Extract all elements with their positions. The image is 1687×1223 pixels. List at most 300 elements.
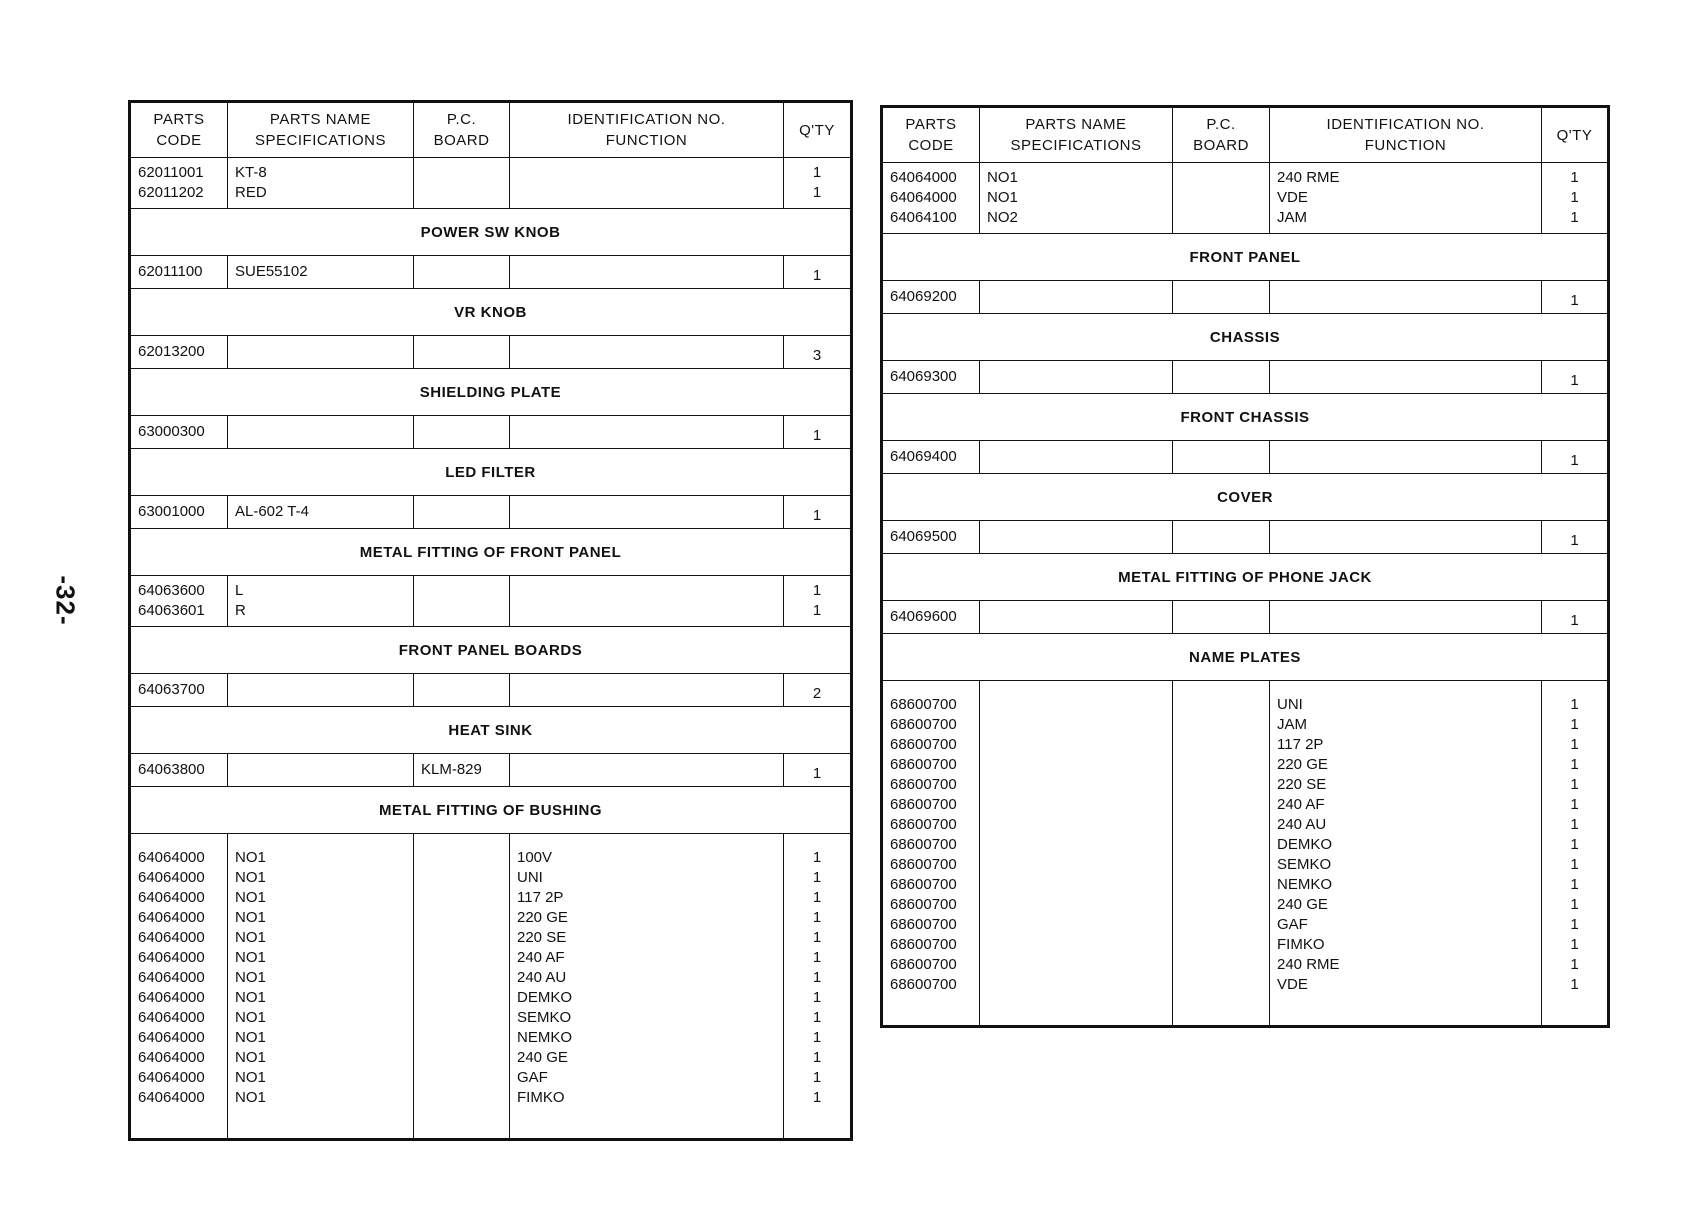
parts-code [130,576,228,627]
qty-value: 1 [1570,836,1579,853]
pc-board-lines [1173,373,1269,381]
pc-board-lines [1173,681,1269,725]
qty-value: 1 [812,949,822,966]
parts-code-lines [883,363,979,391]
function-lines [510,348,783,356]
qty-lines [1542,445,1607,473]
parts-code-value: 62011100 [138,263,203,280]
function-value: NEMKO [517,1029,573,1046]
parts-code-value: 64064000 [138,869,205,886]
pc-board [1173,601,1270,634]
parts-name [228,754,414,787]
qty-value: 1 [1570,716,1579,733]
qty-lines [784,340,850,368]
parts-name [228,256,414,289]
qty-value: 1 [1570,292,1579,309]
parts-code [130,336,228,369]
parts-code-value: 68600700 [890,796,957,813]
function-value: 240 GE [1277,896,1328,913]
parts-name [228,496,414,529]
function-value: 220 SE [517,929,567,946]
qty-value: 1 [812,869,822,886]
parts-name [980,281,1173,314]
parts-code-value: 63001000 [138,503,205,520]
qty [784,576,852,627]
parts-code-value: 68600700 [890,896,957,913]
section-heading-row [130,627,852,674]
qty-value: 1 [1570,876,1579,893]
parts-code-value: 68600700 [890,936,957,953]
qty [784,754,852,787]
function-value: VDE [1277,189,1308,206]
parts-code-value: 62011202 [138,184,204,201]
header-line: P.C. [446,111,477,128]
function-value: 100V [517,849,553,866]
header-parts-code-label [883,114,979,156]
qty [784,496,852,529]
function-lines [510,178,783,188]
parts-code-lines [131,418,227,446]
qty-value: 1 [812,849,822,866]
pc-board-lines [414,268,509,276]
header-parts-name-label [980,114,1172,156]
parts-code-value: 64064100 [890,209,957,226]
qty-lines [1542,605,1607,633]
parts-code-lines [883,603,979,631]
parts-name [980,163,1173,234]
pc-board [414,834,510,1140]
parts-code-value: 64069400 [890,448,957,465]
table-row [882,163,1609,234]
parts-name [228,158,414,209]
parts-table-left [128,100,853,1141]
function-value: FIMKO [1277,936,1325,953]
header-line: SPECIFICATIONS [255,132,386,149]
section-heading-row [130,209,852,256]
parts-code-value: 64063700 [138,681,205,698]
header-parts-name [228,102,414,158]
section-heading-row [130,707,852,754]
qty-lines [784,834,850,1138]
qty-value: 1 [812,164,822,181]
parts-code-value: 63000300 [138,423,205,440]
parts-name [980,441,1173,474]
section-heading-row [130,369,852,416]
qty-lines [1542,285,1607,313]
function-value: VDE [1277,976,1308,993]
table-row [882,281,1609,314]
qty [784,158,852,209]
qty [1542,361,1609,394]
header-line: PARTS [153,111,205,128]
parts-code [130,496,228,529]
parts-name-lines [980,533,1172,541]
section-heading: VR KNOB [130,289,852,336]
parts-name-value: NO1 [987,189,1018,206]
qty-lines [784,260,850,288]
parts-code-value: 68600700 [890,916,957,933]
function-lines [1270,681,1541,1025]
table-row [130,754,852,787]
qty-lines [784,500,850,528]
pc-board-lines [414,348,509,356]
parts-name-lines [228,576,413,626]
function [510,576,784,627]
pc-board [414,336,510,369]
parts-code-value: 68600700 [890,816,957,833]
parts-code-value: 64064000 [138,1009,205,1026]
function [1270,521,1542,554]
table-row [882,601,1609,634]
parts-code-lines [131,158,227,208]
parts-name [980,361,1173,394]
section-heading-row [882,474,1609,521]
qty-lines [784,576,850,626]
qty [784,674,852,707]
table-row [882,521,1609,554]
parts-name-lines [228,158,413,208]
parts-name-value: NO1 [235,1089,266,1106]
qty-value: 1 [1570,736,1579,753]
qty [1542,441,1609,474]
section-heading: NAME PLATES [882,634,1609,681]
section-heading: CHASSIS [882,314,1609,361]
parts-code-value: 68600700 [890,776,957,793]
function-value: DEMKO [517,989,573,1006]
parts-name-value: AL-602 T-4 [235,503,309,520]
function [510,336,784,369]
qty-value: 1 [1570,856,1579,873]
qty [1542,681,1609,1027]
header-parts-name [980,107,1173,163]
section-heading-row [882,634,1609,681]
pc-board-lines [414,596,509,606]
qty-value: 1 [812,427,822,444]
pc-board-lines [1173,453,1269,461]
function [510,416,784,449]
parts-code-value: 68600700 [890,696,957,713]
parts-code-lines [883,443,979,471]
parts-name-lines [980,453,1172,461]
function-lines [1270,293,1541,301]
parts-name-value: NO1 [987,169,1018,186]
parts-code-lines [131,258,227,286]
parts-name-lines [980,373,1172,381]
qty [1542,281,1609,314]
parts-name [228,674,414,707]
function-value: 240 GE [517,1049,568,1066]
parts-name-lines [980,613,1172,621]
qty-value: 1 [812,582,822,599]
parts-code-value: 64063800 [138,761,205,778]
parts-code [882,281,980,314]
header-pc-board [414,102,510,158]
parts-name [228,416,414,449]
header-identification-label [510,109,783,151]
function [1270,681,1542,1027]
pc-board [414,674,510,707]
qty-lines [784,678,850,706]
parts-name-value: NO1 [235,869,266,886]
function-value: 220 GE [1277,756,1328,773]
section-heading: SHIELDING PLATE [130,369,852,416]
parts-code-lines [131,834,227,1138]
section-heading-row [130,449,852,496]
function [1270,601,1542,634]
parts-code-value: 64064000 [138,989,205,1006]
section-heading-row [882,234,1609,281]
parts-name-value: NO1 [235,1029,266,1046]
function-value: JAM [1277,716,1307,733]
parts-name-value: RED [235,184,267,201]
function-lines [510,766,783,774]
function-lines [1270,373,1541,381]
header-line: PARTS NAME [269,111,372,128]
parts-code [882,521,980,554]
parts-name-value: NO2 [987,209,1018,226]
parts-code-value: 62013200 [138,343,205,360]
qty [784,416,852,449]
qty-value: 1 [1570,372,1579,389]
header-line: CODE [908,137,954,154]
parts-name-value: NO1 [235,1069,266,1086]
header-qty [784,102,852,158]
parts-code-lines [131,498,227,526]
function-value: FIMKO [517,1089,565,1106]
header-identification-label [1270,114,1541,156]
parts-code-value: 68600700 [890,756,957,773]
qty [1542,163,1609,234]
qty-value: 1 [1570,976,1579,993]
parts-code-value: 64069300 [890,368,957,385]
parts-name-value: NO1 [235,909,266,926]
parts-code-value: 68600700 [890,836,957,853]
parts-code-value: 68600700 [890,956,957,973]
qty-value: 1 [1570,936,1579,953]
section-heading: METAL FITTING OF FRONT PANEL [130,529,852,576]
parts-code-value: 64069500 [890,528,957,545]
table-row [130,256,852,289]
qty-value: 1 [1570,189,1579,206]
parts-code-lines [131,576,227,626]
parts-name-value: NO1 [235,949,266,966]
header-parts-code-label [131,109,227,151]
function-value: 117 2P [1277,736,1324,753]
header-parts-code [130,102,228,158]
parts-code-lines [883,163,979,233]
qty-value: 1 [1570,452,1579,469]
qty-value: 1 [1570,776,1579,793]
section-heading: FRONT PANEL BOARDS [130,627,852,674]
qty-value: 1 [812,889,822,906]
parts-code-value: 68600700 [890,856,957,873]
section-heading: POWER SW KNOB [130,209,852,256]
parts-name-lines [980,293,1172,301]
function-value: 240 AF [517,949,565,966]
pc-board [1173,163,1270,234]
header-identification [510,102,784,158]
parts-code [882,361,980,394]
pc-board [1173,361,1270,394]
parts-code [130,754,228,787]
qty-value: 1 [1570,612,1579,629]
pc-board [1173,521,1270,554]
section-heading: LED FILTER [130,449,852,496]
parts-code-value: 64064000 [138,1069,205,1086]
function-lines [1270,453,1541,461]
parts-code [130,158,228,209]
function [1270,361,1542,394]
qty-value: 1 [812,929,822,946]
table-row [130,416,852,449]
function [510,754,784,787]
section-heading: COVER [882,474,1609,521]
function-lines [1270,163,1541,233]
parts-name-value: NO1 [235,1009,266,1026]
table-row [130,674,852,707]
parts-code-value: 68600700 [890,876,957,893]
parts-code [882,601,980,634]
pc-board-lines [414,178,509,188]
parts-name-lines [228,258,413,286]
table-row [130,336,852,369]
qty-value: 1 [1570,956,1579,973]
qty-lines [784,420,850,448]
qty-value: 1 [1570,796,1579,813]
parts-name-value: NO1 [235,849,266,866]
function-value: DEMKO [1277,836,1333,853]
parts-code-value: 64064000 [890,169,957,186]
function [510,158,784,209]
parts-code [130,416,228,449]
parts-name-lines [228,766,413,774]
qty-value: 1 [812,1049,822,1066]
pc-board-lines [414,834,509,878]
function-value: JAM [1277,209,1307,226]
qty-value: 1 [812,1009,822,1026]
parts-name-lines [980,681,1172,725]
parts-name [980,681,1173,1027]
section-heading: FRONT CHASSIS [882,394,1609,441]
qty-lines [784,758,850,786]
parts-name [228,576,414,627]
parts-name [228,834,414,1140]
function-lines [510,508,783,516]
qty [784,256,852,289]
parts-code [130,256,228,289]
table-row [130,834,852,1140]
parts-code-value: 64064000 [138,909,205,926]
parts-code-value: 64064000 [138,1049,205,1066]
table-header-row [882,107,1609,163]
parts-code-lines [131,676,227,704]
parts-code-value: 68600700 [890,976,957,993]
qty-value: 2 [812,685,822,702]
parts-table-left-body [130,158,852,1140]
header-identification [1270,107,1542,163]
pc-board [414,754,510,787]
function-value: SEMKO [517,1009,572,1026]
pc-board-lines [414,686,509,694]
qty-lines [1542,681,1607,1025]
parts-code-lines [883,681,979,1025]
table-row [882,441,1609,474]
pc-board-lines [1173,293,1269,301]
parts-code-lines [883,283,979,311]
function-value: 117 2P [517,889,564,906]
function-lines [1270,533,1541,541]
page-number: -32- [50,575,81,626]
parts-code-value: 64064000 [138,1029,205,1046]
parts-code-value: 64063600 [138,582,205,599]
header-line: P.C. [1206,116,1236,133]
table-row [130,158,852,209]
qty-value: 1 [1570,696,1579,713]
qty-value: 1 [812,969,822,986]
table-row [130,576,852,627]
pc-board-lines [1173,193,1269,203]
pc-board [414,496,510,529]
parts-name [228,336,414,369]
qty-value: 1 [1570,896,1579,913]
qty-value: 1 [812,1069,822,1086]
parts-table-right [880,105,1610,1028]
qty-value: 1 [812,184,822,201]
header-parts-name-label [228,109,413,151]
section-heading: METAL FITTING OF PHONE JACK [882,554,1609,601]
function-value: 240 AU [517,969,567,986]
qty-value: 1 [812,602,822,619]
function-value: 220 GE [517,909,568,926]
header-qty-label: Q'TY [799,121,835,139]
qty-value: 1 [812,507,822,524]
section-heading-row [882,554,1609,601]
parts-code-value: 64064000 [890,189,957,206]
table-row [130,496,852,529]
qty-value: 1 [1570,916,1579,933]
qty-value: 3 [812,347,822,364]
pc-board-value: KLM-829 [421,761,482,778]
function-lines [1270,613,1541,621]
parts-code-value: 64064000 [138,969,205,986]
function [510,256,784,289]
section-heading-row [130,529,852,576]
qty [784,834,852,1140]
header-line: FUNCTION [1364,137,1447,154]
header-line: IDENTIFICATION NO. [567,111,726,128]
header-line: CODE [156,132,202,149]
parts-name-lines [980,163,1172,233]
qty-value: 1 [1570,816,1579,833]
pc-board-lines [414,428,509,436]
header-line: IDENTIFICATION NO. [1326,116,1485,133]
function [1270,163,1542,234]
pc-board [414,256,510,289]
qty-value: 1 [1570,169,1579,186]
table-row [882,681,1609,1027]
parts-name [980,601,1173,634]
function-value: 220 SE [1277,776,1327,793]
parts-code-value: 64064000 [138,949,205,966]
parts-name-value: R [235,602,246,619]
section-heading-row [882,394,1609,441]
parts-code-value: 64064000 [138,889,205,906]
parts-name-value: NO1 [235,969,266,986]
parts-name-value: NO1 [235,889,266,906]
function-value: 240 AU [1277,816,1327,833]
pc-board [414,158,510,209]
parts-code-value: 64064000 [138,849,205,866]
